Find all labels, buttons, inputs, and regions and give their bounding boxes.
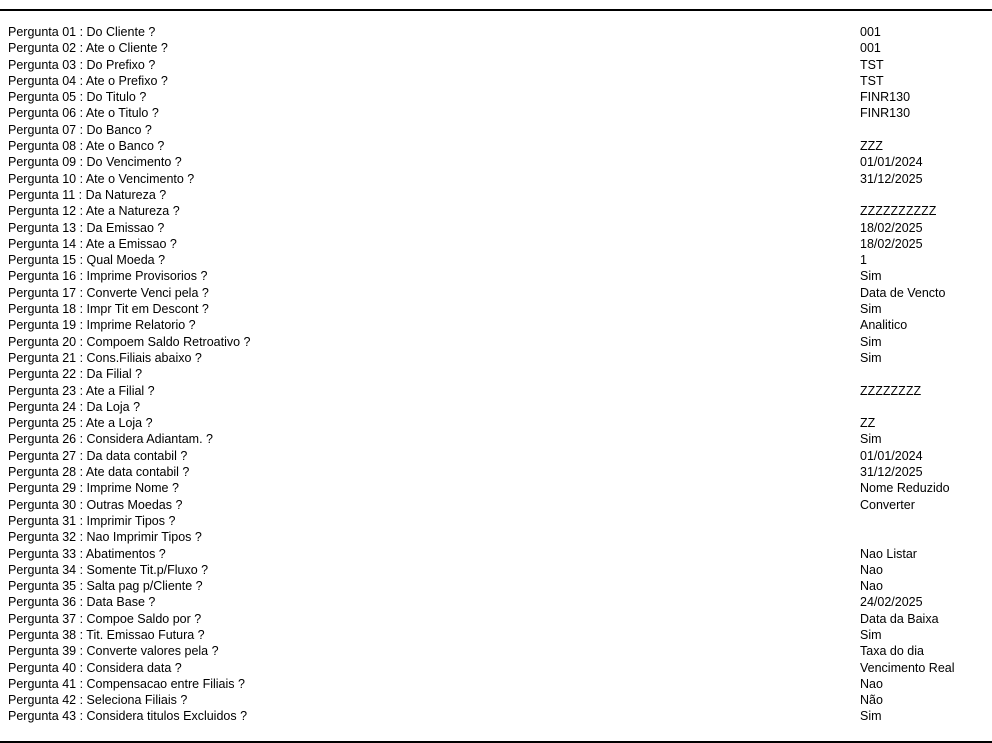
parameter-row xyxy=(0,236,992,252)
parameter-label: Pergunta 41 : Compensacao entre Filiais ? xyxy=(8,676,245,691)
parameter-label: Pergunta 37 : Compoe Saldo por ? xyxy=(8,611,202,626)
parameter-row xyxy=(0,578,992,594)
parameter-label: Pergunta 04 : Ate o Prefixo ? xyxy=(8,73,168,88)
parameter-label: Pergunta 33 : Abatimentos ? xyxy=(8,546,166,561)
parameter-label: Pergunta 25 : Ate a Loja ? xyxy=(8,416,153,431)
parameter-row xyxy=(0,73,992,89)
parameter-label: Pergunta 09 : Do Vencimento ? xyxy=(8,155,182,170)
parameter-value: 18/02/2025 xyxy=(860,220,923,235)
parameter-label: Pergunta 15 : Qual Moeda ? xyxy=(8,253,166,268)
parameter-value: Sim xyxy=(860,432,882,447)
parameter-value: 31/12/2025 xyxy=(860,171,923,186)
parameter-label: Pergunta 19 : Imprime Relatorio ? xyxy=(8,318,196,333)
parameter-row xyxy=(0,268,992,284)
parameter-value: ZZZ xyxy=(860,139,883,154)
parameter-label: Pergunta 38 : Tit. Emissao Futura ? xyxy=(8,627,205,642)
parameters-list xyxy=(0,24,992,725)
parameter-label: Pergunta 12 : Ate a Natureza ? xyxy=(8,204,180,219)
parameter-label: Pergunta 34 : Somente Tit.p/Fluxo ? xyxy=(8,562,209,577)
parameter-value: Converter xyxy=(860,497,915,512)
parameter-label: Pergunta 31 : Imprimir Tipos ? xyxy=(8,513,176,528)
parameter-value: ZZZZZZZZ xyxy=(860,383,922,398)
parameter-row xyxy=(0,187,992,203)
parameter-label: Pergunta 11 : Da Natureza ? xyxy=(8,187,167,202)
parameter-value: FINR130 xyxy=(860,106,911,121)
parameter-label: Pergunta 14 : Ate a Emissao ? xyxy=(8,236,177,251)
parameter-value: Data da Baixa xyxy=(860,611,939,626)
parameter-value: ZZZZZZZZZZ xyxy=(860,204,937,219)
parameter-row xyxy=(0,138,992,154)
parameter-label: Pergunta 10 : Ate o Vencimento ? xyxy=(8,171,195,186)
parameter-row xyxy=(0,497,992,513)
parameter-value: 18/02/2025 xyxy=(860,236,923,251)
parameter-label: Pergunta 21 : Cons.Filiais abaixo ? xyxy=(8,350,202,365)
parameter-value: Data de Vencto xyxy=(860,285,946,300)
parameter-value: 01/01/2024 xyxy=(860,155,923,170)
parameter-row xyxy=(0,171,992,187)
parameter-label: Pergunta 39 : Converte valores pela ? xyxy=(8,644,219,659)
parameter-label: Pergunta 32 : Nao Imprimir Tipos ? xyxy=(8,530,202,545)
parameter-label: Pergunta 24 : Da Loja ? xyxy=(8,399,141,414)
parameter-row xyxy=(0,89,992,105)
parameter-label: Pergunta 30 : Outras Moedas ? xyxy=(8,497,183,512)
parameter-label: Pergunta 26 : Considera Adiantam. ? xyxy=(8,432,213,447)
parameter-row xyxy=(0,562,992,578)
parameter-label: Pergunta 22 : Da Filial ? xyxy=(8,367,143,382)
parameter-row xyxy=(0,643,992,659)
parameter-row xyxy=(0,122,992,138)
parameter-value: ZZ xyxy=(860,416,876,431)
parameter-row xyxy=(0,464,992,480)
parameter-value: Nome Reduzido xyxy=(860,481,950,496)
parameter-label: Pergunta 02 : Ate o Cliente ? xyxy=(8,41,168,56)
parameter-value: Sim xyxy=(860,350,882,365)
parameter-value: Sim xyxy=(860,627,882,642)
parameter-row xyxy=(0,317,992,333)
parameter-value: Taxa do dia xyxy=(860,644,924,659)
parameter-value: Não xyxy=(860,693,883,708)
parameter-label: Pergunta 28 : Ate data contabil ? xyxy=(8,465,190,480)
parameter-label: Pergunta 42 : Seleciona Filiais ? xyxy=(8,693,188,708)
parameter-row xyxy=(0,366,992,382)
parameter-row xyxy=(0,40,992,56)
parameter-label: Pergunta 07 : Do Banco ? xyxy=(8,122,152,137)
parameter-label: Pergunta 06 : Ate o Titulo ? xyxy=(8,106,159,121)
parameter-row xyxy=(0,301,992,317)
parameter-row xyxy=(0,692,992,708)
parameter-value: Vencimento Real xyxy=(860,660,955,675)
parameter-row xyxy=(0,24,992,40)
parameter-value: Analitico xyxy=(860,318,908,333)
parameter-label: Pergunta 18 : Impr Tit em Descont ? xyxy=(8,302,209,317)
parameter-value: 01/01/2024 xyxy=(860,448,923,463)
parameter-label: Pergunta 43 : Considera titulos Excluidos ? xyxy=(8,709,248,724)
parameter-label: Pergunta 03 : Do Prefixo ? xyxy=(8,57,156,72)
parameter-row xyxy=(0,594,992,610)
parameter-row xyxy=(0,57,992,73)
parameter-row xyxy=(0,415,992,431)
parameter-value: 31/12/2025 xyxy=(860,465,923,480)
parameter-value: Nao xyxy=(860,579,883,594)
parameter-value: Sim xyxy=(860,302,882,317)
parameter-label: Pergunta 17 : Converte Venci pela ? xyxy=(8,285,209,300)
parameter-value: 001 xyxy=(860,41,881,56)
parameter-label: Pergunta 35 : Salta pag p/Cliente ? xyxy=(8,579,203,594)
parameter-value: Nao xyxy=(860,676,883,691)
parameter-row xyxy=(0,350,992,366)
parameter-label: Pergunta 05 : Do Titulo ? xyxy=(8,90,147,105)
parameter-value: 24/02/2025 xyxy=(860,595,923,610)
parameter-label: Pergunta 08 : Ate o Banco ? xyxy=(8,139,165,154)
parameter-row xyxy=(0,154,992,170)
top-divider xyxy=(0,9,992,11)
parameter-row xyxy=(0,480,992,496)
parameter-row xyxy=(0,431,992,447)
parameter-row xyxy=(0,627,992,643)
parameter-label: Pergunta 13 : Da Emissao ? xyxy=(8,220,165,235)
parameter-label: Pergunta 40 : Considera data ? xyxy=(8,660,182,675)
parameter-row xyxy=(0,611,992,627)
parameter-label: Pergunta 23 : Ate a Filial ? xyxy=(8,383,155,398)
parameter-label: Pergunta 29 : Imprime Nome ? xyxy=(8,481,179,496)
parameter-value: Sim xyxy=(860,709,882,724)
parameter-value: Nao Listar xyxy=(860,546,917,561)
parameter-row xyxy=(0,334,992,350)
parameter-label: Pergunta 16 : Imprime Provisorios ? xyxy=(8,269,208,284)
parameter-row xyxy=(0,383,992,399)
parameter-value: TST xyxy=(860,57,884,72)
parameter-value: FINR130 xyxy=(860,90,911,105)
parameter-value: 1 xyxy=(860,253,867,268)
parameter-label: Pergunta 36 : Data Base ? xyxy=(8,595,156,610)
parameter-label: Pergunta 20 : Compoem Saldo Retroativo ? xyxy=(8,334,251,349)
parameter-row xyxy=(0,399,992,415)
parameter-value: TST xyxy=(860,73,884,88)
parameter-value: Nao xyxy=(860,562,883,577)
parameter-row xyxy=(0,660,992,676)
parameter-value: Sim xyxy=(860,269,882,284)
parameter-row xyxy=(0,708,992,724)
parameter-row xyxy=(0,529,992,545)
parameter-row xyxy=(0,220,992,236)
parameter-row xyxy=(0,676,992,692)
parameter-value: 001 xyxy=(860,25,881,39)
parameter-value: Sim xyxy=(860,334,882,349)
parameter-row xyxy=(0,252,992,268)
parameter-row xyxy=(0,105,992,121)
parameter-row xyxy=(0,285,992,301)
parameter-row xyxy=(0,546,992,562)
parameter-row xyxy=(0,513,992,529)
parameter-label: Pergunta 27 : Da data contabil ? xyxy=(8,448,188,463)
parameter-label: Pergunta 01 : Do Cliente ? xyxy=(8,25,156,39)
parameter-row xyxy=(0,448,992,464)
parameter-row xyxy=(0,203,992,219)
